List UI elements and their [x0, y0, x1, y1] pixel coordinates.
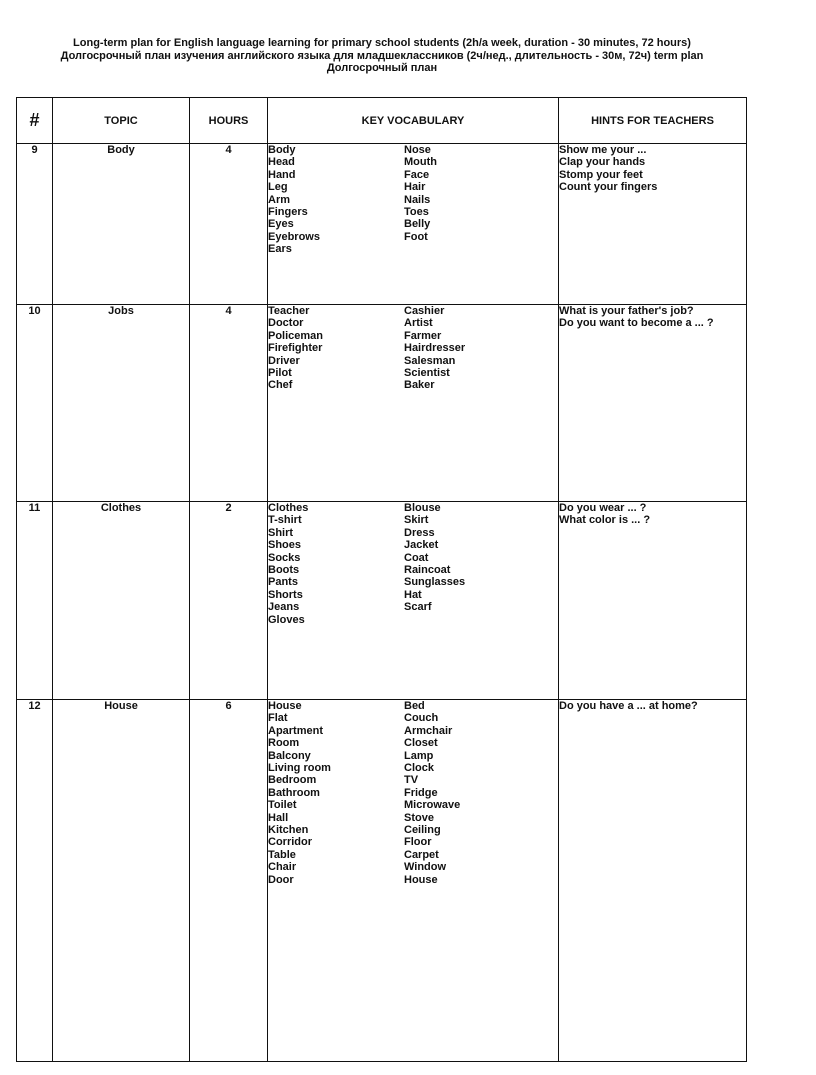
vocabulary-word: Ceiling — [404, 824, 441, 837]
teacher-hint: Stomp your feet — [559, 168, 643, 181]
vocabulary-word: Chair — [268, 861, 297, 874]
vocabulary-word: Body — [268, 144, 296, 156]
vocabulary-word: Jeans — [268, 601, 300, 614]
vocabulary-word: Bed — [404, 700, 425, 712]
vocabulary-word: Skirt — [404, 514, 429, 527]
vocabulary-word: Kitchen — [268, 824, 309, 837]
vocabulary-word: Belly — [404, 218, 431, 231]
topic-cell: Jobs — [53, 305, 190, 502]
vocabulary-word: Stove — [404, 811, 434, 824]
vocabulary-word: Microwave — [404, 799, 461, 812]
vocabulary-list-left — [268, 502, 404, 626]
vocabulary-list-right — [404, 700, 460, 886]
vocabulary-word: Jacket — [404, 539, 439, 552]
vocabulary-word: Hat — [404, 588, 422, 601]
document-header — [0, 37, 764, 75]
vocabulary-word: Policeman — [268, 329, 324, 342]
vocabulary-list-left — [268, 700, 404, 886]
topic-cell: Clothes — [53, 502, 190, 700]
teacher-hint: Do you have a ... at home? — [559, 700, 698, 712]
column-header-number: # — [17, 98, 53, 144]
vocabulary-list-left — [268, 144, 404, 256]
vocabulary-word: Armchair — [404, 724, 453, 737]
table-row — [17, 305, 747, 502]
vocabulary-word: House — [268, 700, 302, 712]
long-term-plan-table — [16, 97, 747, 1062]
vocabulary-list-right — [404, 305, 465, 392]
key-vocabulary-cell — [268, 305, 559, 502]
vocabulary-word: Hall — [268, 811, 289, 824]
hours-cell: 4 — [190, 305, 268, 502]
vocabulary-word: Dress — [404, 526, 435, 539]
vocabulary-list-left — [268, 305, 404, 392]
vocabulary-word: Baker — [404, 379, 435, 392]
vocabulary-word: TV — [404, 774, 419, 787]
hours-cell: 2 — [190, 502, 268, 700]
vocabulary-word: Bedroom — [268, 774, 317, 787]
column-header-hours: HOURS — [190, 98, 268, 144]
vocabulary-word: Table — [268, 848, 296, 861]
vocabulary-word: Clock — [404, 762, 434, 775]
vocabulary-word: Shirt — [268, 526, 294, 539]
vocabulary-word: Leg — [268, 181, 288, 194]
topic-cell: Body — [53, 144, 190, 305]
vocabulary-word: Couch — [404, 712, 439, 725]
vocabulary-word: Door — [268, 873, 294, 886]
topic-cell: House — [53, 700, 190, 1062]
teacher-hint: What color is ... ? — [559, 514, 651, 527]
teacher-hint: Do you wear ... ? — [559, 502, 647, 514]
vocabulary-word: Pilot — [268, 367, 292, 380]
key-vocabulary-cell — [268, 700, 559, 1062]
vocabulary-word: Nails — [404, 193, 431, 206]
vocabulary-word: Doctor — [268, 317, 304, 330]
header-subtitle-russian: Долгосрочный план — [326, 62, 438, 74]
vocabulary-word: Scientist — [404, 367, 450, 380]
vocabulary-word: Lamp — [404, 749, 434, 762]
vocabulary-columns — [268, 144, 558, 256]
vocabulary-word: Foot — [404, 230, 428, 243]
vocabulary-word: Blouse — [404, 502, 441, 514]
vocabulary-word: Toilet — [268, 799, 297, 812]
vocabulary-word: Window — [404, 861, 447, 874]
vocabulary-word: Head — [268, 156, 295, 169]
key-vocabulary-cell — [268, 502, 559, 700]
vocabulary-word: Eyes — [268, 218, 294, 231]
vocabulary-word: Salesman — [404, 354, 456, 367]
hours-cell: 6 — [190, 700, 268, 1062]
vocabulary-word: Sunglasses — [404, 576, 466, 589]
vocabulary-word: Artist — [404, 317, 433, 330]
column-header-hints-for-teachers: HINTS FOR TEACHERS — [559, 98, 747, 144]
vocabulary-word: T-shirt — [268, 514, 302, 527]
vocabulary-word: Closet — [404, 737, 438, 750]
vocabulary-word: Flat — [268, 712, 288, 725]
vocabulary-columns — [268, 502, 558, 626]
vocabulary-word: Pants — [268, 576, 298, 589]
hours-cell: 4 — [190, 144, 268, 305]
table-header-row — [17, 98, 747, 144]
vocabulary-word: Raincoat — [404, 564, 451, 577]
header-title-english: Long-term plan for English language learning for primary school students (2h/a week, duration - 30 minutes, 72 hours) — [73, 37, 691, 49]
hints-for-teachers-cell — [559, 144, 747, 305]
hints-for-teachers-cell — [559, 502, 747, 700]
table-row — [17, 700, 747, 1062]
teacher-hint: Count your fingers — [559, 181, 658, 194]
vocabulary-word: Apartment — [268, 724, 324, 737]
row-number-cell: 10 — [17, 305, 53, 502]
vocabulary-word: Boots — [268, 564, 300, 577]
vocabulary-word: Shorts — [268, 588, 303, 601]
vocabulary-word: Shoes — [268, 539, 302, 552]
teacher-hint: What is your father's job? — [559, 305, 694, 317]
vocabulary-word: Floor — [404, 836, 432, 849]
vocabulary-word: Hand — [268, 168, 296, 181]
vocabulary-word: Fridge — [404, 786, 438, 799]
vocabulary-word: Room — [268, 737, 300, 750]
vocabulary-word: Coat — [404, 551, 429, 564]
vocabulary-columns — [268, 305, 558, 392]
hints-for-teachers-cell — [559, 700, 747, 1062]
vocabulary-word: Carpet — [404, 848, 439, 861]
vocabulary-word: Clothes — [268, 502, 309, 514]
table-row — [17, 502, 747, 700]
vocabulary-word: Teacher — [268, 305, 310, 317]
column-header-topic: TOPIC — [53, 98, 190, 144]
vocabulary-list-right — [404, 502, 465, 626]
vocabulary-word: Corridor — [268, 836, 312, 849]
vocabulary-word: Hair — [404, 181, 426, 194]
vocabulary-word: Toes — [404, 206, 429, 219]
key-vocabulary-cell — [268, 144, 559, 305]
vocabulary-word: Driver — [268, 354, 300, 367]
vocabulary-word: Chef — [268, 379, 293, 392]
hints-for-teachers-cell — [559, 305, 747, 502]
table-row — [17, 144, 747, 305]
vocabulary-word: Firefighter — [268, 342, 323, 355]
vocabulary-word: Scarf — [404, 601, 432, 614]
vocabulary-word: Mouth — [404, 156, 437, 169]
vocabulary-word: Gloves — [268, 613, 305, 626]
column-header-key-vocabulary: KEY VOCABULARY — [268, 98, 559, 144]
teacher-hint: Show me your ... — [559, 144, 647, 156]
vocabulary-columns — [268, 700, 558, 886]
vocabulary-word: Cashier — [404, 305, 445, 317]
vocabulary-word: Ears — [268, 243, 292, 256]
vocabulary-word: Arm — [268, 193, 291, 206]
teacher-hint: Clap your hands — [559, 156, 646, 169]
vocabulary-list-right — [404, 144, 437, 256]
row-number-cell: 9 — [17, 144, 53, 305]
vocabulary-word: House — [404, 873, 438, 886]
vocabulary-word: Face — [404, 168, 430, 181]
vocabulary-word: Fingers — [268, 206, 308, 219]
teacher-hint: Do you want to become a ... ? — [559, 317, 714, 330]
header-title-russian: Долгосрочный план изучения английского языка для младшеклассников (2ч/нед., длительность - 30м, 72ч) term plan — [60, 49, 704, 62]
vocabulary-word: Nose — [404, 144, 431, 156]
row-number-cell: 11 — [17, 502, 53, 700]
vocabulary-word: Socks — [268, 551, 301, 564]
vocabulary-word: Bathroom — [268, 786, 320, 799]
vocabulary-word: Balcony — [268, 749, 311, 762]
vocabulary-word: Farmer — [404, 329, 442, 342]
row-number-cell: 12 — [17, 700, 53, 1062]
vocabulary-word: Hairdresser — [404, 342, 466, 355]
vocabulary-word: Eyebrows — [268, 230, 320, 243]
vocabulary-word: Living room — [268, 762, 331, 775]
